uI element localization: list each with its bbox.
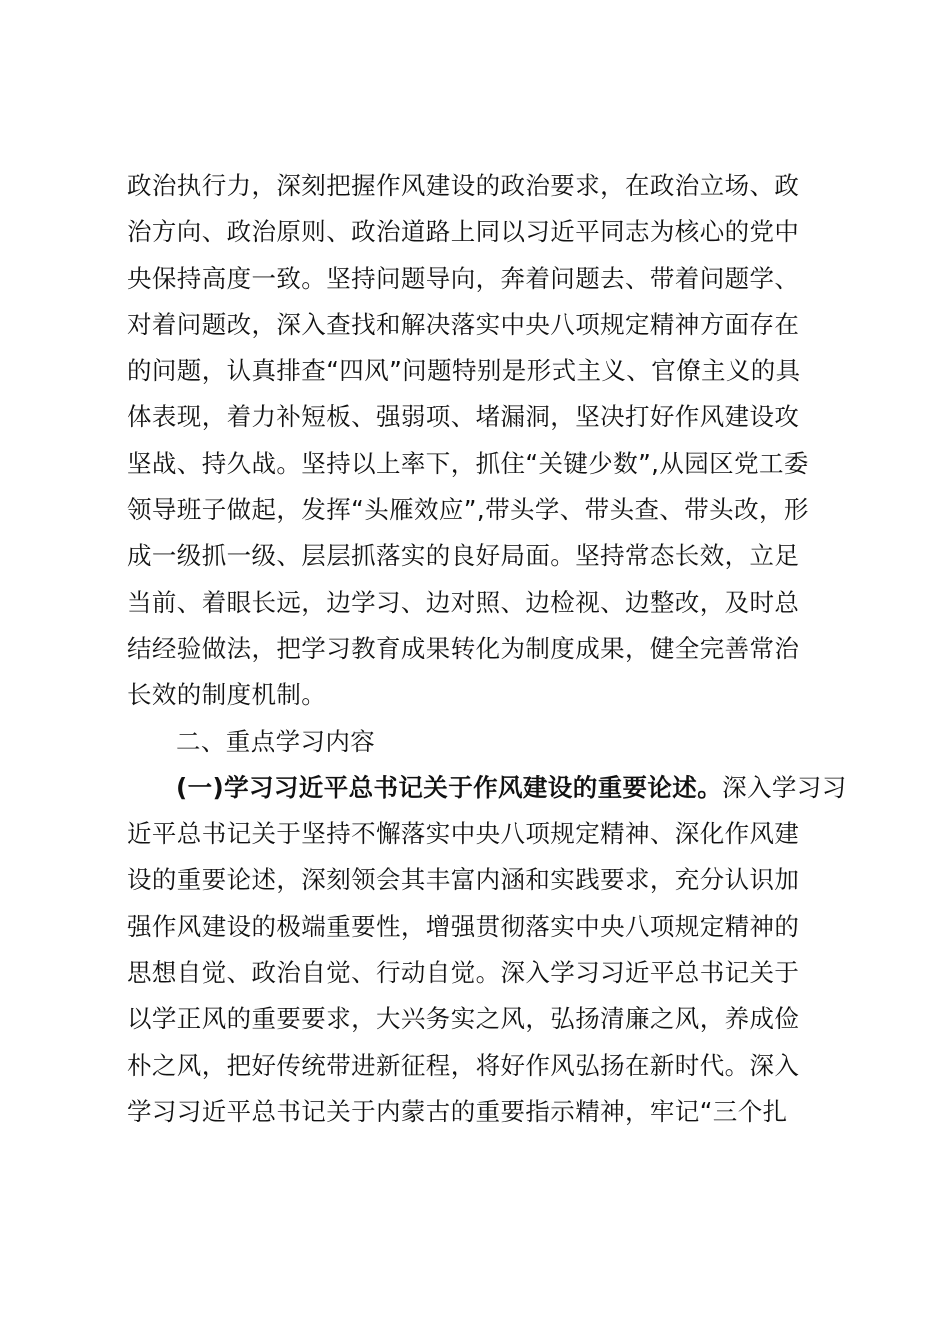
paragraph-2-first-line	[127, 765, 847, 811]
document-body	[127, 163, 847, 1135]
paragraph-2-line: 设的重要论述，深刻领会其丰富内涵和实践要求，充分认识加	[127, 865, 800, 895]
paragraph-2-lead: (一)学习习近平总书记关于作风建设的重要论述。	[176, 772, 723, 802]
paragraph-1-line: 体表现，着力补短板、强弱项、堵漏洞，坚决打好作风建设攻	[127, 402, 800, 432]
paragraph-1-line: 领导班子做起，发挥“头雁效应”,带头学、带头查、带头改，形	[127, 495, 809, 525]
section-heading: 二、重点学习内容	[176, 726, 376, 756]
paragraph-1-line: 成一级抓一级、层层抓落实的良好局面。坚持常态长效，立足	[127, 541, 800, 571]
paragraph-2-line: 思想自觉、政治自觉、行动自觉。深入学习习近平总书记关于	[127, 958, 800, 988]
paragraph-1-line: 治方向、政治原则、政治道路上同以习近平同志为核心的党中	[127, 217, 800, 247]
paragraph-2-line: 强作风建设的极端重要性，增强贯彻落实中央八项规定精神的	[127, 911, 800, 941]
paragraph-2-first-rest: 深入学习习	[722, 772, 847, 802]
paragraph-2-line: 近平总书记关于坚持不懈落实中央八项规定精神、深化作风建	[127, 819, 800, 849]
paragraph-2-line: 以学正风的重要要求，大兴务实之风，弘扬清廉之风，养成俭	[127, 1004, 800, 1034]
paragraph-1-line: 结经验做法，把学习教育成果转化为制度成果，健全完善常治	[127, 633, 800, 663]
paragraph-1-line: 坚战、持久战。坚持以上率下，抓住“关键少数”,从园区党工委	[127, 448, 809, 478]
paragraph-1-line: 政治执行力，深刻把握作风建设的政治要求，在政治立场、政	[127, 171, 800, 200]
paragraph-1-line: 当前、着眼长远，边学习、边对照、边检视、边整改，及时总	[127, 587, 800, 617]
paragraph-1-line: 的问题，认真排查“四风”问题特别是形式主义、官僚主义的具	[127, 356, 801, 386]
paragraph-2-line: 学习习近平总书记关于内蒙古的重要指示精神，牢记“三个扎	[127, 1096, 788, 1126]
paragraph-1-line: 央保持高度一致。坚持问题导向，奔着问题去、带着问题学、	[127, 263, 800, 293]
paragraph-2-line: 朴之风，把好传统带进新征程，将好作风弘扬在新时代。深入	[127, 1050, 800, 1080]
paragraph-1-line: 对着问题改，深入查找和解决落实中央八项规定精神方面存在	[127, 309, 800, 339]
paragraph-1-line: 长效的制度机制。	[127, 680, 327, 710]
